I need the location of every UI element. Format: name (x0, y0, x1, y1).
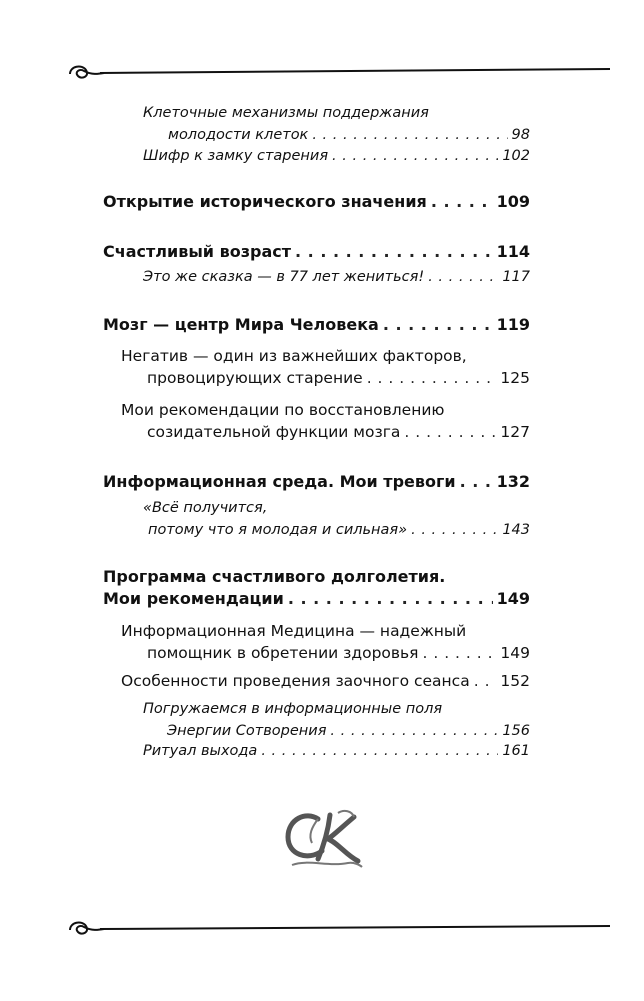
toc-entry-title: Ритуал выхода (143, 743, 258, 759)
toc-entry-title-line1: Мои рекомендации по восстановлению (121, 401, 445, 419)
toc-entry-title: Счастливый возраст (103, 242, 292, 261)
toc-entry-everything-works[interactable] (143, 497, 530, 541)
toc-page-number: 114 (496, 242, 530, 261)
toc-page-number: 109 (496, 192, 530, 211)
toc-entry-title: Шифр к замку старения (143, 148, 329, 164)
toc-entry-information-fields[interactable] (143, 698, 530, 742)
toc-entry-exit-ritual[interactable] (143, 740, 530, 762)
leader-dots (295, 241, 493, 263)
toc-entry-longevity-program[interactable] (103, 566, 530, 610)
leader-dots (431, 191, 493, 213)
toc-page-number: 98 (511, 127, 530, 143)
leader-dots (312, 124, 507, 146)
toc-entry-title-line1: Информационная Медицина — надежный (121, 622, 467, 640)
toc-entry-title: Мозг — центр Мира Человека (103, 315, 379, 334)
toc-page-number: 127 (500, 423, 530, 441)
toc-entry-brain-center[interactable] (103, 314, 530, 336)
bottom-divider-ornament (0, 908, 644, 948)
toc-page-number: 161 (502, 743, 530, 759)
toc-entry-title-line2: провоцирующих старение (147, 369, 363, 387)
toc-page-number: 119 (496, 315, 530, 334)
toc-page-number: 152 (500, 672, 530, 690)
leader-dots (404, 421, 496, 443)
toc-entry-title-line2: потому что я молодая и сильная» (148, 522, 408, 538)
leader-dots (460, 471, 493, 493)
toc-entry-title-line1: Погружаемся в информационные поля (143, 701, 443, 717)
toc-entry-title-line1: Программа счастливого долголетия. (103, 567, 446, 586)
toc-entry-title-line1: Клеточные механизмы поддержания (143, 105, 429, 121)
toc-page-number: 143 (502, 522, 530, 538)
toc-page-number: 149 (496, 589, 530, 608)
toc-entry-title-line2: молодости клеток (168, 127, 309, 143)
leader-dots (332, 145, 498, 167)
toc-page-number: 102 (502, 148, 530, 164)
toc-entry-title-line2: созидательной функции мозга (147, 423, 401, 441)
leader-dots (423, 642, 497, 664)
toc-entry-remote-session[interactable] (121, 670, 530, 692)
toc-page-number: 156 (502, 723, 530, 739)
leader-dots (428, 266, 498, 288)
toc-entry-title: Информационная среда. Мои тревоги (103, 472, 456, 491)
toc-entry-negative-factors[interactable] (121, 345, 530, 389)
toc-page-number: 149 (500, 644, 530, 662)
leader-dots (474, 670, 497, 692)
leader-dots (288, 588, 493, 610)
toc-entry-brain-recommendations[interactable] (121, 399, 530, 443)
toc-page-number: 117 (502, 269, 530, 285)
toc-entry-historical-discovery[interactable] (103, 191, 530, 213)
toc-entry-information-medicine[interactable] (121, 620, 530, 664)
toc-entry-title: Это же сказка — в 77 лет жениться! (143, 269, 425, 285)
toc-entry-information-environment[interactable] (103, 471, 530, 493)
leader-dots (261, 740, 498, 762)
toc-page-number: 125 (500, 369, 530, 387)
toc-entry-title-line1: «Всё получится, (143, 500, 268, 516)
leader-dots (330, 720, 498, 742)
toc-entry-aging-lock[interactable] (143, 145, 530, 167)
toc-entry-happy-age[interactable] (103, 241, 530, 263)
toc-entry-title: Открытие исторического значения (103, 192, 427, 211)
leader-dots (383, 314, 493, 336)
top-divider-ornament (0, 52, 644, 92)
toc-entry-title-line2: помощник в обретении здоровья (147, 644, 419, 662)
toc-entry-fairy-tale[interactable] (143, 266, 530, 288)
toc-entry-title-line1: Негатив — один из важнейших факторов, (121, 347, 467, 365)
toc-entry-cellular-mechanisms[interactable] (143, 102, 530, 146)
publisher-monogram-logo (278, 805, 370, 873)
toc-entry-title-line2: Мои рекомендации (103, 589, 284, 608)
toc-entry-title: Особенности проведения заочного сеанса (121, 672, 470, 690)
leader-dots (367, 367, 497, 389)
toc-entry-title-line2: Энергии Сотворения (167, 723, 327, 739)
leader-dots (411, 519, 498, 541)
toc-page-number: 132 (496, 472, 530, 491)
